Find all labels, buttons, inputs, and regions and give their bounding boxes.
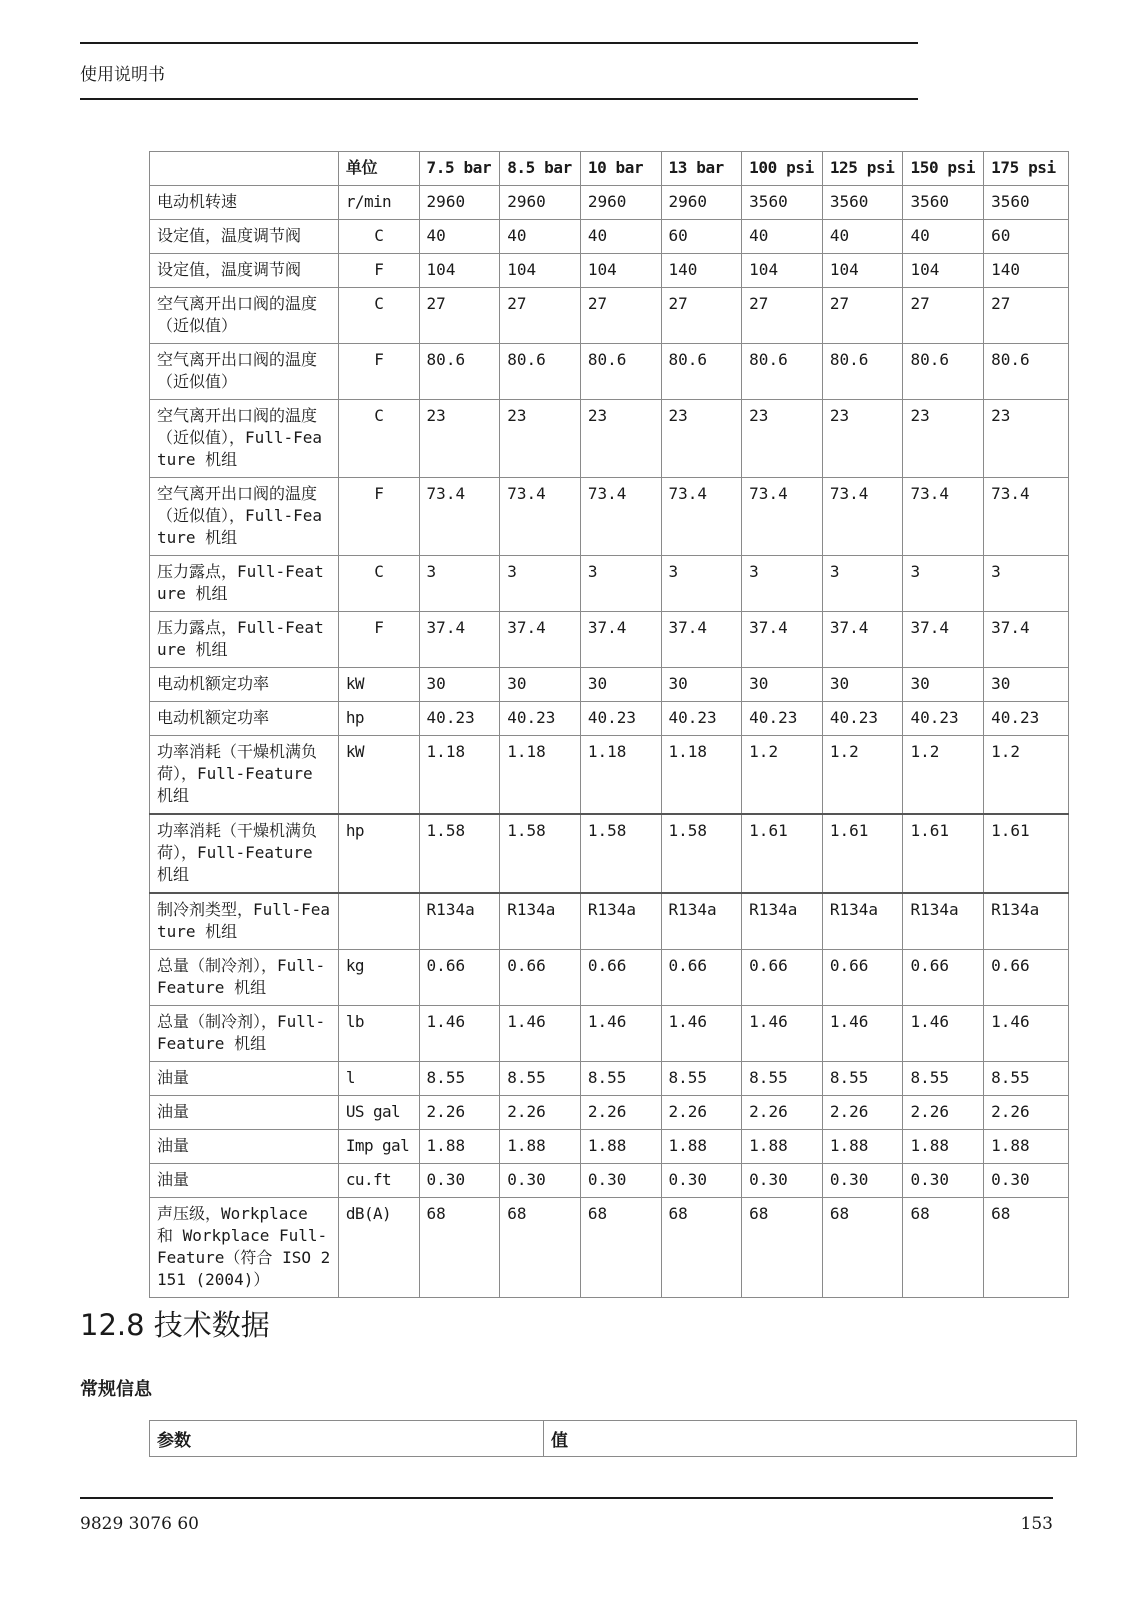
- row-unit: F: [338, 478, 419, 556]
- row-unit: C: [338, 400, 419, 478]
- row-value: 8.55: [742, 1062, 823, 1096]
- row-label: 油量: [150, 1062, 339, 1096]
- row-value: 73.4: [742, 478, 823, 556]
- row-value: R134a: [580, 893, 661, 950]
- row-label: 空气离开出口阀的温度（近似值），Full-Feature 机组: [150, 400, 339, 478]
- row-value: 80.6: [500, 344, 581, 400]
- row-unit: US gal: [338, 1096, 419, 1130]
- row-value: 23: [822, 400, 903, 478]
- row-unit: kW: [338, 736, 419, 815]
- row-value: 104: [500, 254, 581, 288]
- row-value: 0.66: [500, 950, 581, 1006]
- row-value: 40: [822, 220, 903, 254]
- row-value: 40.23: [419, 702, 500, 736]
- row-value: 68: [580, 1198, 661, 1298]
- row-value: 3: [903, 556, 984, 612]
- row-unit: Imp gal: [338, 1130, 419, 1164]
- row-value: 1.88: [903, 1130, 984, 1164]
- table-row: [150, 220, 1069, 254]
- table-row: [150, 186, 1069, 220]
- table-row: [150, 702, 1069, 736]
- header-cell: 7.5 bar: [419, 152, 500, 186]
- row-value: 2960: [419, 186, 500, 220]
- row-value: 40: [742, 220, 823, 254]
- row-value: 1.61: [742, 814, 823, 893]
- row-label: 制冷剂类型，Full-Feature 机组: [150, 893, 339, 950]
- row-value: 0.30: [903, 1164, 984, 1198]
- row-value: 73.4: [580, 478, 661, 556]
- row-value: 40.23: [580, 702, 661, 736]
- row-value: 1.46: [984, 1006, 1069, 1062]
- header-cell: 10 bar: [580, 152, 661, 186]
- row-value: 40: [500, 220, 581, 254]
- row-value: 2.26: [500, 1096, 581, 1130]
- row-value: 0.30: [661, 1164, 742, 1198]
- row-unit: F: [338, 344, 419, 400]
- row-label: 空气离开出口阀的温度（近似值），Full-Feature 机组: [150, 478, 339, 556]
- table-row: [150, 1164, 1069, 1198]
- row-unit: cu.ft: [338, 1164, 419, 1198]
- row-value: 1.2: [984, 736, 1069, 815]
- row-value: 23: [500, 400, 581, 478]
- row-value: 23: [742, 400, 823, 478]
- table-row: [150, 668, 1069, 702]
- row-value: 1.61: [822, 814, 903, 893]
- row-value: 1.58: [580, 814, 661, 893]
- row-unit: kg: [338, 950, 419, 1006]
- row-value: 2.26: [822, 1096, 903, 1130]
- row-value: 27: [903, 288, 984, 344]
- table-row: [150, 893, 1069, 950]
- row-value: R134a: [419, 893, 500, 950]
- table-row: [150, 1006, 1069, 1062]
- row-value: 2.26: [984, 1096, 1069, 1130]
- row-value: 27: [984, 288, 1069, 344]
- row-value: 80.6: [742, 344, 823, 400]
- row-value: 1.46: [742, 1006, 823, 1062]
- row-value: R134a: [661, 893, 742, 950]
- row-value: 27: [419, 288, 500, 344]
- row-value: 40.23: [984, 702, 1069, 736]
- row-value: 23: [984, 400, 1069, 478]
- row-value: 30: [903, 668, 984, 702]
- row-value: 1.88: [984, 1130, 1069, 1164]
- row-value: 104: [742, 254, 823, 288]
- row-unit: F: [338, 612, 419, 668]
- row-value: 73.4: [500, 478, 581, 556]
- row-value: 37.4: [580, 612, 661, 668]
- row-value: 73.4: [984, 478, 1069, 556]
- table-row: [150, 400, 1069, 478]
- row-value: 2.26: [580, 1096, 661, 1130]
- row-value: 40: [419, 220, 500, 254]
- footer-page-number: 153: [1020, 1514, 1053, 1534]
- row-value: 40.23: [822, 702, 903, 736]
- row-label: 空气离开出口阀的温度（近似值）: [150, 288, 339, 344]
- row-value: 0.66: [580, 950, 661, 1006]
- params-header-param: 参数: [150, 1421, 544, 1457]
- table-row: [150, 1130, 1069, 1164]
- row-label: 压力露点，Full-Feature 机组: [150, 612, 339, 668]
- row-value: 80.6: [661, 344, 742, 400]
- header-cell: [150, 152, 339, 186]
- row-value: 1.46: [903, 1006, 984, 1062]
- row-label: 电动机额定功率: [150, 668, 339, 702]
- row-label: 油量: [150, 1130, 339, 1164]
- header-cell: 8.5 bar: [500, 152, 581, 186]
- row-value: 104: [822, 254, 903, 288]
- row-value: 1.88: [419, 1130, 500, 1164]
- row-value: 1.58: [500, 814, 581, 893]
- row-value: 23: [419, 400, 500, 478]
- row-value: 8.55: [661, 1062, 742, 1096]
- header-cell: 100 psi: [742, 152, 823, 186]
- row-value: 0.30: [580, 1164, 661, 1198]
- row-value: 1.58: [419, 814, 500, 893]
- row-value: 1.18: [661, 736, 742, 815]
- row-value: 3: [661, 556, 742, 612]
- header-title: 使用说明书: [80, 65, 165, 85]
- section-title: 12.8 技术数据: [80, 1308, 270, 1342]
- row-value: 37.4: [661, 612, 742, 668]
- row-value: 40.23: [742, 702, 823, 736]
- row-value: 73.4: [661, 478, 742, 556]
- row-value: R134a: [984, 893, 1069, 950]
- row-value: 2.26: [661, 1096, 742, 1130]
- row-value: 0.66: [903, 950, 984, 1006]
- row-value: 2.26: [419, 1096, 500, 1130]
- row-value: 27: [822, 288, 903, 344]
- row-value: 23: [903, 400, 984, 478]
- row-value: 2960: [661, 186, 742, 220]
- header-cell: 150 psi: [903, 152, 984, 186]
- row-value: 104: [903, 254, 984, 288]
- row-value: 8.55: [984, 1062, 1069, 1096]
- row-value: 0.30: [500, 1164, 581, 1198]
- row-label: 总量（制冷剂），Full-Feature 机组: [150, 950, 339, 1006]
- row-value: 8.55: [580, 1062, 661, 1096]
- table-row: [150, 950, 1069, 1006]
- row-value: 3: [580, 556, 661, 612]
- row-value: 3560: [903, 186, 984, 220]
- header-rule-bottom: [80, 98, 918, 100]
- row-value: 1.18: [419, 736, 500, 815]
- row-value: R134a: [742, 893, 823, 950]
- row-value: 0.66: [984, 950, 1069, 1006]
- row-value: 3560: [822, 186, 903, 220]
- row-value: 30: [419, 668, 500, 702]
- row-value: 2.26: [903, 1096, 984, 1130]
- row-value: 40.23: [903, 702, 984, 736]
- row-value: 3560: [742, 186, 823, 220]
- row-value: 1.61: [984, 814, 1069, 893]
- row-value: 27: [742, 288, 823, 344]
- row-value: 0.30: [419, 1164, 500, 1198]
- row-label: 设定值，温度调节阀: [150, 220, 339, 254]
- row-value: 73.4: [419, 478, 500, 556]
- row-unit: C: [338, 220, 419, 254]
- row-label: 总量（制冷剂），Full-Feature 机组: [150, 1006, 339, 1062]
- row-value: 1.46: [661, 1006, 742, 1062]
- row-value: 37.4: [822, 612, 903, 668]
- row-value: 23: [580, 400, 661, 478]
- table-row: [150, 1198, 1069, 1298]
- row-label: 空气离开出口阀的温度（近似值）: [150, 344, 339, 400]
- row-value: 40: [580, 220, 661, 254]
- row-unit: hp: [338, 814, 419, 893]
- header-cell: 13 bar: [661, 152, 742, 186]
- row-label: 油量: [150, 1164, 339, 1198]
- row-value: 104: [580, 254, 661, 288]
- table-row: [150, 612, 1069, 668]
- row-value: 27: [500, 288, 581, 344]
- row-value: 80.6: [580, 344, 661, 400]
- row-unit: dB(A): [338, 1198, 419, 1298]
- row-value: 80.6: [419, 344, 500, 400]
- row-label: 功率消耗（干燥机满负荷），Full-Feature 机组: [150, 736, 339, 815]
- row-value: 68: [500, 1198, 581, 1298]
- table-row: [150, 556, 1069, 612]
- row-value: 0.66: [419, 950, 500, 1006]
- row-value: R134a: [822, 893, 903, 950]
- row-value: 1.88: [661, 1130, 742, 1164]
- row-label: 声压级，Workplace 和 Workplace Full-Feature（符合 ISO 2151 (2004)）: [150, 1198, 339, 1298]
- table-row: [150, 288, 1069, 344]
- row-value: 1.88: [500, 1130, 581, 1164]
- row-value: 1.46: [580, 1006, 661, 1062]
- row-value: 30: [661, 668, 742, 702]
- params-header-value: 值: [544, 1421, 1077, 1457]
- row-value: 1.46: [822, 1006, 903, 1062]
- row-value: 0.30: [742, 1164, 823, 1198]
- row-label: 电动机额定功率: [150, 702, 339, 736]
- row-label: 电动机转速: [150, 186, 339, 220]
- row-value: 68: [822, 1198, 903, 1298]
- table-row: [150, 1062, 1069, 1096]
- row-value: 1.2: [903, 736, 984, 815]
- row-value: 3: [984, 556, 1069, 612]
- row-value: 1.88: [822, 1130, 903, 1164]
- spec-table: [149, 151, 1069, 1298]
- row-value: 1.46: [500, 1006, 581, 1062]
- row-value: 40.23: [500, 702, 581, 736]
- row-unit: kW: [338, 668, 419, 702]
- header-rule-top: [80, 42, 918, 44]
- row-unit: F: [338, 254, 419, 288]
- row-unit: hp: [338, 702, 419, 736]
- row-value: 80.6: [903, 344, 984, 400]
- row-value: 68: [661, 1198, 742, 1298]
- row-value: 3: [419, 556, 500, 612]
- row-value: 37.4: [419, 612, 500, 668]
- row-value: 27: [580, 288, 661, 344]
- row-value: 68: [742, 1198, 823, 1298]
- row-value: 30: [984, 668, 1069, 702]
- row-value: 104: [419, 254, 500, 288]
- row-value: 30: [822, 668, 903, 702]
- row-value: 60: [661, 220, 742, 254]
- row-value: 30: [500, 668, 581, 702]
- header-cell: 125 psi: [822, 152, 903, 186]
- row-value: 37.4: [500, 612, 581, 668]
- row-label: 油量: [150, 1096, 339, 1130]
- row-value: 3560: [984, 186, 1069, 220]
- row-value: 0.66: [822, 950, 903, 1006]
- row-value: 80.6: [984, 344, 1069, 400]
- row-value: 0.66: [661, 950, 742, 1006]
- spec-table-header-row: [150, 152, 1069, 186]
- row-value: 1.2: [742, 736, 823, 815]
- row-label: 压力露点，Full-Feature 机组: [150, 556, 339, 612]
- row-unit: lb: [338, 1006, 419, 1062]
- row-value: 0.66: [742, 950, 823, 1006]
- row-value: 1.58: [661, 814, 742, 893]
- row-value: 27: [661, 288, 742, 344]
- row-unit: C: [338, 556, 419, 612]
- row-value: 1.61: [903, 814, 984, 893]
- row-value: 140: [984, 254, 1069, 288]
- table-row: [150, 478, 1069, 556]
- footer-doc-number: 9829 3076 60: [80, 1514, 199, 1534]
- row-unit: C: [338, 288, 419, 344]
- row-value: 73.4: [822, 478, 903, 556]
- row-value: 60: [984, 220, 1069, 254]
- row-value: 40: [903, 220, 984, 254]
- row-value: 23: [661, 400, 742, 478]
- row-value: 140: [661, 254, 742, 288]
- row-value: 1.18: [500, 736, 581, 815]
- row-value: 3: [500, 556, 581, 612]
- row-value: 8.55: [419, 1062, 500, 1096]
- row-unit: l: [338, 1062, 419, 1096]
- spec-table-body: [150, 186, 1069, 1298]
- header-cell: 175 psi: [984, 152, 1069, 186]
- row-value: 68: [903, 1198, 984, 1298]
- row-value: R134a: [500, 893, 581, 950]
- row-value: 8.55: [903, 1062, 984, 1096]
- row-value: 37.4: [742, 612, 823, 668]
- row-value: 37.4: [903, 612, 984, 668]
- row-unit: [338, 893, 419, 950]
- row-value: 2.26: [742, 1096, 823, 1130]
- row-value: 2960: [500, 186, 581, 220]
- row-label: 设定值，温度调节阀: [150, 254, 339, 288]
- row-value: 2960: [580, 186, 661, 220]
- row-value: 0.30: [822, 1164, 903, 1198]
- row-value: 80.6: [822, 344, 903, 400]
- row-value: 1.46: [419, 1006, 500, 1062]
- row-value: 30: [580, 668, 661, 702]
- footer-rule: [80, 1497, 1053, 1499]
- table-row: [150, 254, 1069, 288]
- row-value: 3: [822, 556, 903, 612]
- row-value: 68: [984, 1198, 1069, 1298]
- row-value: 0.30: [984, 1164, 1069, 1198]
- table-row: [150, 814, 1069, 893]
- row-value: R134a: [903, 893, 984, 950]
- section-subtitle: 常规信息: [80, 1379, 152, 1400]
- table-row: [150, 736, 1069, 815]
- row-value: 3: [742, 556, 823, 612]
- row-value: 1.88: [742, 1130, 823, 1164]
- row-value: 73.4: [903, 478, 984, 556]
- row-value: 8.55: [822, 1062, 903, 1096]
- row-value: 68: [419, 1198, 500, 1298]
- row-value: 1.88: [580, 1130, 661, 1164]
- row-value: 40.23: [661, 702, 742, 736]
- row-label: 功率消耗（干燥机满负荷），Full-Feature 机组: [150, 814, 339, 893]
- row-value: 1.2: [822, 736, 903, 815]
- params-header-row: [150, 1421, 1077, 1457]
- row-value: 8.55: [500, 1062, 581, 1096]
- row-unit: r/min: [338, 186, 419, 220]
- row-value: 30: [742, 668, 823, 702]
- row-value: 1.18: [580, 736, 661, 815]
- table-row: [150, 344, 1069, 400]
- header-cell: 单位: [338, 152, 419, 186]
- row-value: 37.4: [984, 612, 1069, 668]
- params-table: [149, 1420, 1077, 1457]
- table-row: [150, 1096, 1069, 1130]
